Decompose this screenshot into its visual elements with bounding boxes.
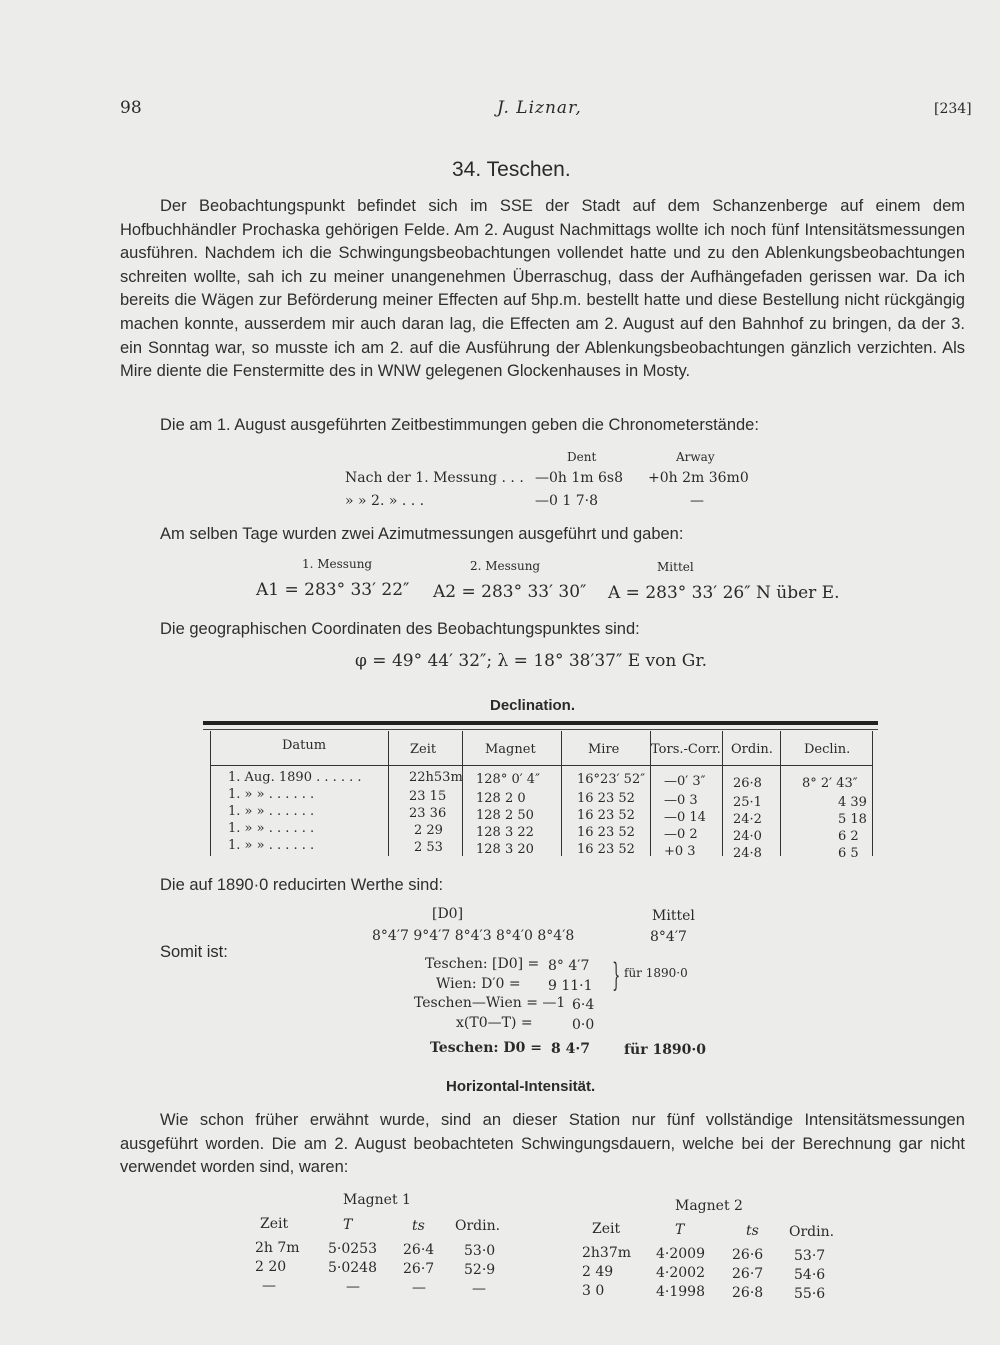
declination-title: Declination. bbox=[490, 697, 576, 714]
horizontal-intensity-title: Horizontal-Intensität. bbox=[446, 1078, 596, 1095]
somit-line1-label: Teschen: [D0] = bbox=[425, 956, 540, 972]
table-header-mire: Mire bbox=[588, 742, 620, 757]
table-cell: 6 5 bbox=[838, 846, 859, 861]
magnet2-title: Magnet 2 bbox=[675, 1198, 743, 1214]
magnet2-cell: 2h37m bbox=[582, 1245, 632, 1261]
magnet1-cell: 26·4 bbox=[403, 1242, 435, 1258]
paragraph-reduced-text: Die auf 1890·0 reducirten Werthe sind: bbox=[160, 876, 444, 894]
table-cell: 24·2 bbox=[733, 812, 762, 827]
magnet2-cell: 54·6 bbox=[794, 1267, 826, 1283]
table-cell: 1. » » . . . . . . bbox=[228, 804, 315, 819]
magnet2-cell: 55·6 bbox=[794, 1286, 826, 1302]
table-cell: —0 14 bbox=[664, 810, 706, 825]
somit-line3-label: Teschen—Wien = —1 bbox=[414, 995, 566, 1011]
chrono-row1-label: Nach der 1. Messung . . . bbox=[345, 470, 524, 486]
table-cell: 16 23 52 bbox=[577, 791, 635, 806]
table-cell: 24·0 bbox=[733, 829, 762, 844]
chrono-row1-arway: +0h 2m 36m0 bbox=[648, 470, 749, 486]
magnet1-cell: 2h 7m bbox=[255, 1240, 300, 1256]
section-title: 34. Teschen. bbox=[452, 158, 571, 181]
azimuth-value-3: A = 283° 33′ 26″ N über E. bbox=[608, 583, 840, 603]
magnet2-cell: 26·7 bbox=[732, 1266, 764, 1282]
magnet2-cell: 2 49 bbox=[582, 1264, 614, 1280]
table-divider bbox=[561, 731, 562, 856]
table-rule-second bbox=[203, 729, 878, 730]
table-border-right bbox=[872, 731, 873, 856]
table-cell: 4 39 bbox=[838, 795, 867, 810]
table-cell: 2 53 bbox=[414, 840, 443, 855]
table-cell: 25·1 bbox=[733, 795, 762, 810]
magnet2-header-zeit: Zeit bbox=[592, 1221, 621, 1237]
table-cell: 1. Aug. 1890 . . . . . . bbox=[228, 770, 362, 785]
chrono-row2-arway: — bbox=[690, 493, 704, 509]
magnet1-cell: — bbox=[472, 1281, 486, 1297]
brace-icon: } bbox=[612, 956, 621, 994]
table-cell: 128 2 0 bbox=[476, 791, 526, 806]
azimuth-label-2: 2. Messung bbox=[470, 559, 541, 573]
table-divider bbox=[388, 731, 389, 856]
table-cell: 24·8 bbox=[733, 846, 762, 861]
chrono-header-arway: Arway bbox=[676, 450, 715, 464]
somit-line5-value: 8 4·7 bbox=[551, 1041, 590, 1057]
table-header-ordin: Ordin. bbox=[731, 742, 773, 757]
table-divider bbox=[462, 731, 463, 856]
chrono-row1-dent: —0h 1m 6s8 bbox=[535, 470, 624, 486]
coordinates: φ = 49° 44′ 32″; λ = 18° 38′37″ E von Gr. bbox=[355, 651, 707, 671]
magnet1-cell: 26·7 bbox=[403, 1261, 435, 1277]
paragraph-intensity bbox=[120, 1109, 965, 1180]
reduced-mittel-label: Mittel bbox=[652, 908, 695, 924]
magnet2-cell: 53·7 bbox=[794, 1248, 826, 1264]
magnet2-cell: 26·6 bbox=[732, 1247, 764, 1263]
table-cell: 8° 2′ 43″ bbox=[802, 776, 858, 791]
azimuth-label-1: 1. Messung bbox=[302, 557, 373, 571]
magnet1-title: Magnet 1 bbox=[343, 1192, 411, 1208]
table-header-tors-corr: Tors.-Corr. bbox=[651, 742, 721, 757]
paragraph-intensity-text: Wie schon früher erwähnt wurde, sind an dieser Station nur fünf vollständige Intensitätsmessungen ausgeführt worden. Die am 2. August beobachteten Schwingungsdauern, welche bei der Berechnung gar nicht verwendet worden sind, waren: bbox=[120, 1111, 965, 1177]
table-divider bbox=[780, 731, 781, 856]
reduced-values: 8°4′7 9°4′7 8°4′3 8°4′0 8°4′8 bbox=[372, 928, 575, 944]
magnet2-header-ts: ts bbox=[746, 1223, 759, 1239]
table-header-datum: Datum bbox=[282, 738, 327, 753]
magnet1-cell: 2 20 bbox=[255, 1259, 287, 1275]
reduced-mittel-value: 8°4′7 bbox=[650, 929, 687, 945]
table-header-zeit: Zeit bbox=[410, 742, 437, 757]
table-cell: —0 2 bbox=[664, 827, 698, 842]
chrono-row2-dent: —0 1 7·8 bbox=[535, 493, 598, 509]
somit-line5-label: Teschen: D0 = bbox=[430, 1040, 542, 1056]
chrono-row2-label: » » 2. » . . . bbox=[345, 493, 425, 509]
running-author: J. Liznar, bbox=[497, 98, 582, 118]
table-cell: 128 3 20 bbox=[476, 842, 534, 857]
somit-line2-label: Wien: D′0 = bbox=[436, 976, 521, 992]
azimuth-value-1: A1 = 283° 33′ 22″ bbox=[256, 580, 410, 600]
table-cell: 16 23 52 bbox=[577, 842, 635, 857]
paragraph-time bbox=[120, 414, 965, 438]
magnet1-header-zeit: Zeit bbox=[260, 1216, 289, 1232]
table-cell: 26·8 bbox=[733, 776, 762, 791]
magnet2-cell: 3 0 bbox=[582, 1283, 605, 1299]
magnet2-cell: 4·1998 bbox=[656, 1284, 705, 1300]
magnet1-cell: 5·0253 bbox=[328, 1241, 377, 1257]
magnet1-header-ordin: Ordin. bbox=[455, 1218, 501, 1234]
table-cell: —0 3 bbox=[664, 793, 698, 808]
somit-line4-label: x(T0—T) = bbox=[456, 1015, 533, 1031]
somit-line1-value: 8° 4′7 bbox=[548, 958, 590, 974]
table-cell: 1. » » . . . . . . bbox=[228, 787, 315, 802]
magnet2-cell: 4·2009 bbox=[656, 1246, 705, 1262]
table-cell: 16 23 52 bbox=[577, 825, 635, 840]
table-cell: 128° 0′ 4″ bbox=[476, 772, 540, 787]
page-number: 98 bbox=[120, 98, 142, 118]
reduced-d0-label: [D0] bbox=[432, 906, 464, 922]
magnet1-header-t: T bbox=[343, 1217, 353, 1233]
table-cell: +0 3 bbox=[664, 844, 696, 859]
table-cell: 1. » » . . . . . . bbox=[228, 821, 315, 836]
paragraph-coords-text: Die geographischen Coordinaten des Beobachtungspunktes sind: bbox=[160, 620, 640, 638]
table-cell: 22h53m bbox=[409, 770, 463, 785]
table-rule-top bbox=[203, 721, 878, 725]
table-border-left bbox=[210, 731, 211, 856]
table-cell: 128 2 50 bbox=[476, 808, 534, 823]
table-cell: 23 15 bbox=[409, 789, 447, 804]
magnet2-header-t: T bbox=[675, 1222, 685, 1238]
table-cell: 16°23′ 52″ bbox=[577, 772, 646, 787]
chrono-header-dent: Dent bbox=[567, 450, 597, 464]
table-header-rule bbox=[210, 765, 872, 766]
somit-label: Somit ist: bbox=[160, 943, 228, 961]
magnet1-cell: 53·0 bbox=[464, 1243, 496, 1259]
azimuth-label-3: Mittel bbox=[657, 560, 694, 574]
azimuth-value-2: A2 = 283° 33′ 30″ bbox=[433, 582, 587, 602]
magnet2-cell: 26·8 bbox=[732, 1285, 764, 1301]
table-cell: 23 36 bbox=[409, 806, 447, 821]
paragraph-intro bbox=[120, 195, 965, 384]
table-divider bbox=[722, 731, 723, 856]
table-header-magnet: Magnet bbox=[485, 742, 536, 757]
table-cell: —0′ 3″ bbox=[664, 774, 706, 789]
paragraph-intro-text: Der Beobachtungspunkt befindet sich im SSE der Stadt auf dem Schanzenberge auf einem dem Hofbuchhändler Prochaska gehörigen Felde. Am 2. August Nachmittags wollte ich noch fünf Intensitätsmessungen ausführen. Nachdem ich die Schwingungsbeobachtungen vollendet hatte und zu den Ablenkungsbeobachtungen schreiten wollte, sah ich zu meiner unangenehmen Überraschug, dass der Aufhängefaden gerissen war. Da ich bereits die Wägen zur Beförderung meiner Effecten auf 5hp.m. bestellt hatte und diese Bestellung nicht rückgängig machen konnte, ausserdem mir auch daran lag, die Effecten am 2. August auf den Bahnhof zu bringen, da der 3. ein Sonntag war, so musste ich am 2. auf die Ausführung der Ablenkungsbeobachtungen gänzlich verzichten. Als Mire diente die Fenstermitte des in WNW gelegenen Glockenhauses in Mosty. bbox=[120, 197, 965, 381]
magnet2-cell: 4·2002 bbox=[656, 1265, 705, 1281]
magnet1-cell: — bbox=[346, 1279, 360, 1295]
paragraph-reduced bbox=[120, 874, 965, 898]
somit-line3-value: 6·4 bbox=[572, 997, 595, 1013]
page-reference: [234] bbox=[934, 101, 972, 117]
table-cell: 128 3 22 bbox=[476, 825, 534, 840]
magnet1-header-ts: ts bbox=[412, 1218, 425, 1234]
table-cell: 1. » » . . . . . . bbox=[228, 838, 315, 853]
somit-line2-value: 9 11·1 bbox=[548, 978, 593, 994]
table-cell: 2 29 bbox=[414, 823, 443, 838]
paragraph-coords bbox=[120, 618, 965, 642]
paragraph-time-text: Die am 1. August ausgeführten Zeitbestimmungen geben die Chronometerstände: bbox=[160, 416, 759, 434]
magnet1-cell: 5·0248 bbox=[328, 1260, 377, 1276]
magnet1-cell: — bbox=[412, 1280, 426, 1296]
paragraph-azimuth bbox=[120, 523, 965, 547]
magnet1-cell: — bbox=[262, 1278, 276, 1294]
somit-line5-suffix: für 1890·0 bbox=[624, 1042, 707, 1058]
table-cell: 6 2 bbox=[838, 829, 859, 844]
paragraph-azimuth-text: Am selben Tage wurden zwei Azimutmessungen ausgeführt und gaben: bbox=[160, 525, 684, 543]
somit-line4-value: 0·0 bbox=[572, 1017, 595, 1033]
table-header-declin: Declin. bbox=[804, 742, 851, 757]
table-cell: 5 18 bbox=[838, 812, 867, 827]
magnet1-cell: 52·9 bbox=[464, 1262, 496, 1278]
table-cell: 16 23 52 bbox=[577, 808, 635, 823]
magnet2-header-ordin: Ordin. bbox=[789, 1224, 835, 1240]
somit-brace-text: für 1890·0 bbox=[624, 966, 688, 980]
